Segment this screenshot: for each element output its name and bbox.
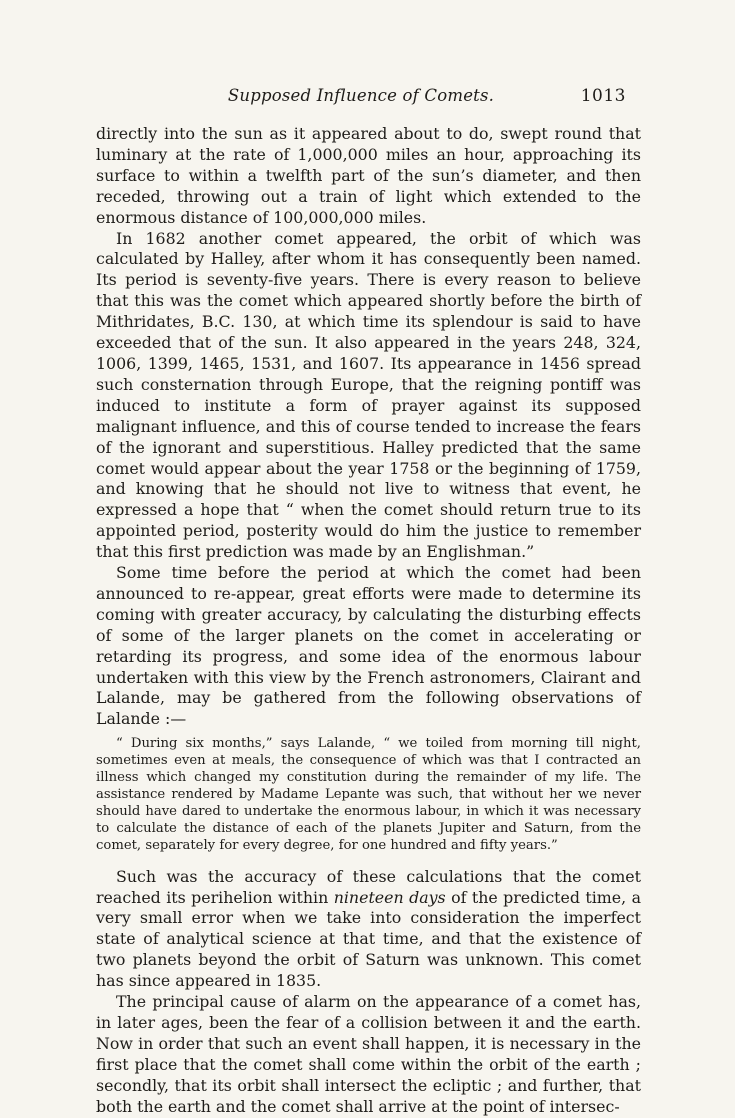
paragraph-continuation: directly into the sun as it appeared about to do, swept round that luminary at the rate of 1,000,000 miles an hour, approaching its surface to within a twelfth part of the sun’s diameter, and then receded, throwing out a train of light which extended to the enormous distance of 100,000,000 miles.: [96, 124, 641, 227]
italic-nineteen-days: nineteen days: [333, 887, 446, 907]
lalande-quotation: “ During six months,” says Lalande, “ we toiled from morning till night, sometimes even at meals, the consequence of which was that I contracted an illness which changed my constitution during the remainder of my life. The assistance rendered by Madame Lepante was such, that without her we never should have dared to undertake the enormous labour, in which it was necessary to calculate the distance of each of the planets Jupiter and Saturn, from the comet, separately for every degree, for one hundred and fifty years.”: [96, 736, 641, 853]
page-number: 1013: [580, 86, 626, 106]
paragraph-perihelion: [96, 867, 641, 992]
perihelion-text-start: Such was the accuracy of these calculations that the comet reached its perihelion within: [96, 866, 641, 907]
page-header: [96, 86, 626, 110]
perihelion-text-end: of the predicted time, a very small error when we take into consideration the imperfect state of analytical science at that time, and that the existence of two planets beyond the orbit of Saturn was unknown. This comet has since appeared in 1835.: [96, 887, 641, 991]
paragraph-halley-comet: In 1682 another comet appeared, the orbit of which was calculated by Halley, after whom it has consequently been named. Its period is seventy-five years. There is every reason to believe that this was the comet which appeared shortly before the birth of Mithridates, B.C. 130, at which time its splendour is said to have exceeded that of the sun. It also appeared in the years 248, 324, 1006, 1399, 1465, 1531, and 1607. Its appearance in 1456 spread such consternation through Europe, that the reigning pontiff was induced to institute a form of prayer against its supposed malignant influence, and this of course tended to increase the fears of the ignorant and superstitious. Halley predicted that the same comet would appear about the year 1758 or the beginning of 1759, and knowing that he should not live to witness that event, he expressed a hope that “ when the comet should return true to its appointed period, posterity would do him the justice to remember that this first prediction was made by an Englishman.”: [96, 228, 641, 562]
running-title: Supposed Influence of Comets.: [227, 86, 495, 105]
page-body: [96, 124, 641, 1118]
paragraph-collision: The principal cause of alarm on the appearance of a comet has, in later ages, been the fear of a collision between it and the earth. Now in order that such an event shall happen, it is necessary in the first place that the comet shall come within the orbit of the earth ; secondly, that its orbit shall intersect the ecliptic ; and further, that both the earth and the comet shall arrive at the point of intersec-: [96, 992, 641, 1116]
paragraph-calculations: Some time before the period at which the comet had been announced to re-appear, great efforts were made to determine its coming with greater accuracy, by calculating the disturbing effects of some of the larger planets on the comet in accelerating or retarding its progress, and some idea of the enormous labour undertaken with this view by the French astronomers, Clairant and Lalande, may be gathered from the following observations of Lalande :—: [96, 563, 641, 729]
